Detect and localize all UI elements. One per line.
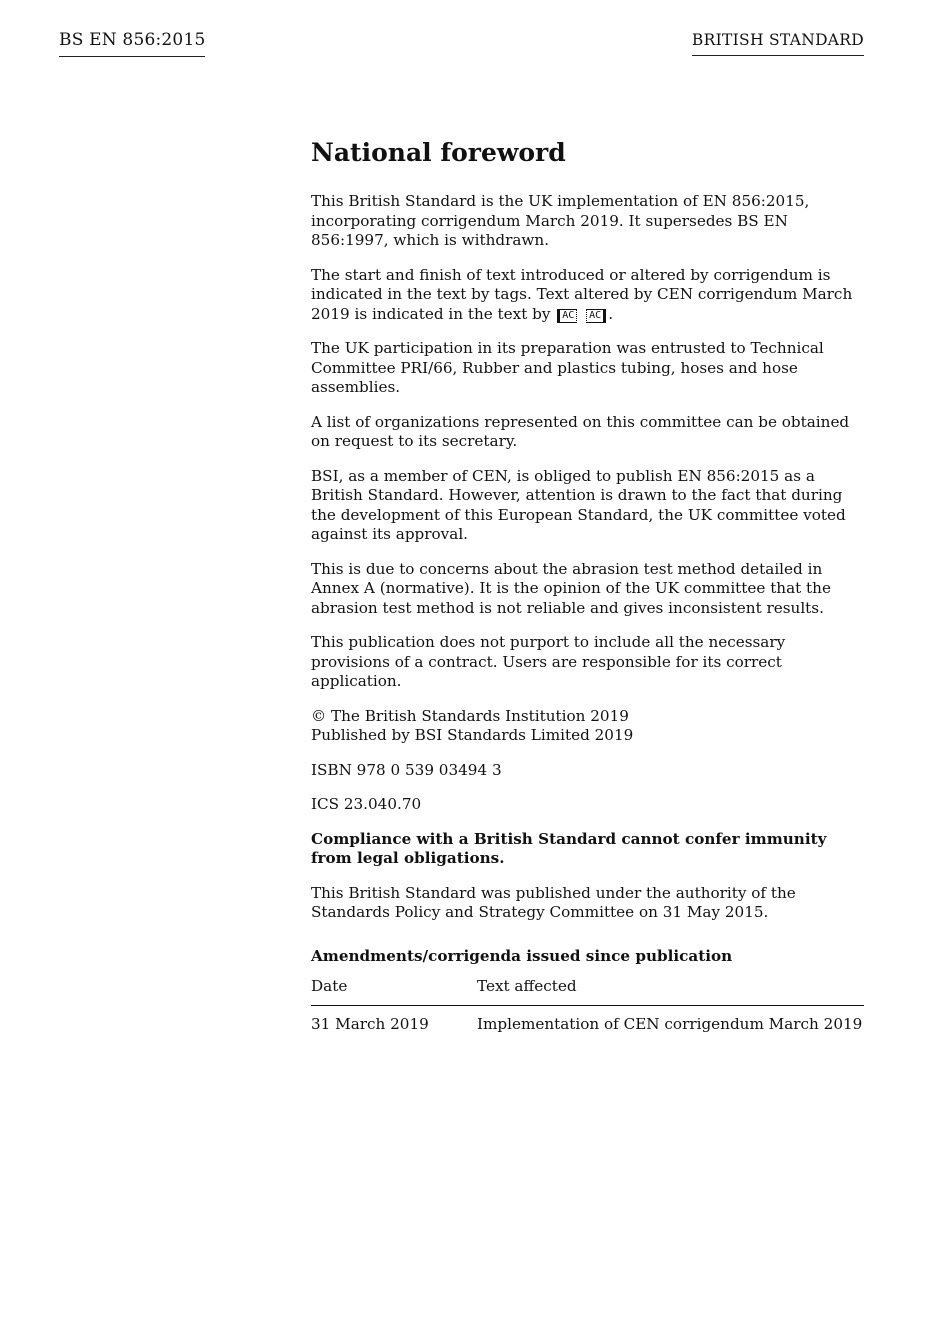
paragraph-implementation: This British Standard is the UK implementation of EN 856:2015, incorporating corrigendum March 2019. It supersedes BS EN 856:1997, which is withdrawn. bbox=[311, 192, 810, 249]
amendments-table bbox=[311, 976, 864, 1034]
document-type: BRITISH STANDARD bbox=[692, 31, 864, 56]
amendments-title: Amendments/corrigenda issued since publication bbox=[311, 946, 733, 965]
paragraph-committee: The UK participation in its preparation was entrusted to Technical Committee PRI/66, Rubber and plastics tubing, hoses and hose assemblies. bbox=[311, 339, 824, 396]
paragraph-corrigendum-text: The start and finish of text introduced or altered by corrigendum is indicated in the text by tags. Text altered by CEN corrigendum March 2019 is indicated in the text by bbox=[311, 265, 853, 323]
publisher-line: Published by BSI Standards Limited 2019 bbox=[311, 726, 634, 744]
paragraph-abrasion-concerns: This is due to concerns about the abrasion test method detailed in Annex A (normative). It is the opinion of the UK committee that the abrasion test method is not reliable and gives inconsistent results. bbox=[311, 559, 831, 617]
foreword-section bbox=[311, 137, 867, 1034]
compliance-notice: Compliance with a British Standard cannot confer immunity from legal obligations. bbox=[311, 829, 827, 867]
column-header-date: Date bbox=[311, 976, 477, 1006]
page-title: National foreword bbox=[311, 138, 566, 167]
paragraph-cen-obligation: BSI, as a member of CEN, is obliged to publish EN 856:2015 as a British Standard. However, attention is drawn to the fact that during the development of this European Standard, the UK committee voted against its approval. bbox=[311, 466, 846, 543]
ac-close-tag-icon: AC bbox=[586, 309, 606, 323]
paragraph-organizations: A list of organizations represented on this committee can be obtained on request to its secretary. bbox=[311, 412, 850, 450]
ics: ICS 23.040.70 bbox=[311, 795, 422, 813]
copyright-line: © The British Standards Institution 2019 bbox=[311, 706, 629, 725]
isbn: ISBN 978 0 539 03494 3 bbox=[311, 760, 502, 779]
amendment-date: 31 March 2019 bbox=[311, 1015, 429, 1033]
paragraph-corrigendum-end: . bbox=[608, 304, 614, 323]
copyright-block bbox=[311, 707, 867, 746]
amendment-text-affected: Implementation of CEN corrigendum March 2019 bbox=[477, 1015, 863, 1033]
paragraph-authority: This British Standard was published under the authority of the Standards Policy and Strategy Committee on 31 May 2015. bbox=[311, 883, 796, 921]
paragraph-corrigendum-tags bbox=[311, 266, 867, 325]
document-id: BS EN 856:2015 bbox=[59, 30, 205, 57]
column-header-text-affected: Text affected bbox=[477, 976, 864, 1006]
ac-open-tag-icon: AC bbox=[557, 309, 577, 323]
table-header-row bbox=[311, 976, 864, 1006]
paragraph-contract-provisions: This publication does not purport to include all the necessary provisions of a contract. Users are responsible for its correct application. bbox=[311, 633, 786, 690]
table-row bbox=[311, 1006, 864, 1035]
